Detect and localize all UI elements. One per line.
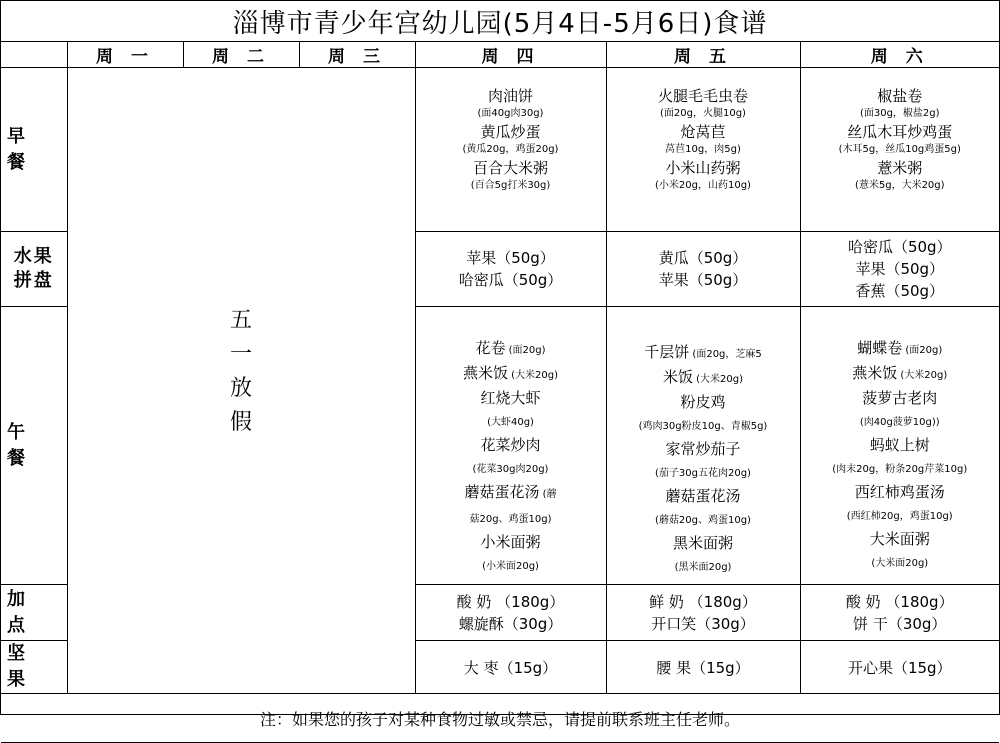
- dish-portion: (薏米5g，大米20g): [854, 180, 945, 191]
- dish-line: [418, 337, 604, 362]
- holiday-char: 放: [229, 376, 252, 401]
- dish-line: [418, 434, 604, 456]
- dish-name: 蘑菇蛋花汤: [665, 487, 741, 505]
- dish-portion: (鸡肉30g粉皮10g、青椒5g): [638, 421, 768, 432]
- meal-label-lunch: 午 餐: [1, 307, 67, 585]
- dish-line: [418, 531, 604, 553]
- day-header-thu: 周 四: [415, 42, 606, 68]
- dish-name: 西红柿鸡蛋汤: [854, 483, 945, 501]
- dish-line: [803, 503, 998, 528]
- dish-line: [803, 481, 998, 503]
- menu-table: [1, 1, 999, 743]
- dish-line: [609, 460, 798, 485]
- dish-name: 家常炒茄子: [665, 440, 741, 458]
- dish-line: [609, 413, 798, 438]
- dish-portion: (大米20g): [692, 374, 744, 385]
- menu-item: 哈密瓜（50g）: [847, 238, 952, 256]
- dish-line: [609, 366, 798, 391]
- dish-portion: (大米20g): [507, 370, 559, 381]
- snack-fri: [606, 585, 800, 641]
- dish-portion: (肉40g菠萝10g)): [859, 417, 940, 428]
- menu-item: 鲜 奶 （180g）: [649, 592, 757, 611]
- allergy-note: 注：如果您的孩子对某种食物过敏或禁忌，请提前联系班主任老师。: [1, 694, 999, 743]
- dish-line: [418, 456, 604, 481]
- menu-item: 饼 干（30g）: [853, 614, 947, 633]
- dish-line: [418, 506, 604, 531]
- corner-cell: [1, 42, 67, 68]
- snack-thu: [415, 585, 606, 641]
- dish-line: [803, 409, 998, 434]
- dish-name: 蝴蝶卷: [857, 339, 903, 357]
- dish-name: 大米面粥: [869, 530, 930, 548]
- dish-portion: (面20g): [505, 345, 546, 356]
- menu-item: 酸 奶 （180g）: [845, 592, 954, 611]
- nuts-thu: 大 枣（15g）: [415, 641, 606, 694]
- dish-portion: (面20g，芝麻5: [689, 349, 762, 360]
- meal-label-fruit-text: 水果拼盘: [13, 245, 54, 291]
- holiday-char: 假: [229, 410, 252, 435]
- dish-name: 菠萝古老肉: [862, 389, 938, 407]
- dish-line: [418, 387, 604, 409]
- dish-line: [609, 485, 798, 507]
- dish-name: 粉皮鸡: [680, 393, 726, 411]
- dish-portion: (百合5g打米30g): [470, 180, 551, 191]
- menu-item: 酸 奶 （180g）: [456, 592, 565, 611]
- snack-sat: [800, 585, 999, 641]
- dish-name: 千层饼: [644, 343, 690, 361]
- dish-line: [803, 550, 998, 575]
- dish-line: [803, 528, 998, 550]
- dish-portion: (肉末20g，粉条20g芹菜10g): [832, 464, 968, 475]
- dish-portion: (面40g肉30g): [477, 108, 544, 119]
- dish-portion: (木耳5g，丝瓜10g鸡蛋5g): [838, 144, 961, 155]
- dish-line: [418, 362, 604, 387]
- fruit-fri: [606, 232, 800, 307]
- dish-line: [609, 438, 798, 460]
- meal-label-breakfast: 早 餐: [1, 68, 67, 232]
- dish-portion: 莴苣10g，肉5g): [665, 144, 741, 155]
- menu-item: 苹果（50g）: [658, 271, 748, 289]
- dish-name: 蚂蚁上树: [869, 436, 930, 454]
- dish-portion: (小米面20g): [482, 561, 539, 572]
- page-title: 淄博市青少年宫幼儿园(5月4日-5月6日)食谱: [1, 1, 999, 42]
- dish-line: [803, 387, 998, 409]
- dish-name: 肉油饼: [487, 87, 533, 105]
- dish-portion: (蘑: [539, 489, 557, 500]
- day-header-fri: 周 五: [606, 42, 800, 68]
- dish-name: 红烧大虾: [480, 389, 541, 407]
- dish-line: [803, 337, 998, 362]
- dish-portion: (大米20g): [897, 370, 948, 381]
- dish-name: 薏米粥: [877, 159, 923, 177]
- dish-line: [609, 507, 798, 532]
- dish-name: 黑米面粥: [672, 534, 733, 552]
- nuts-fri: 腰 果（15g）: [606, 641, 800, 694]
- lunch-fri: [606, 307, 800, 585]
- dish-portion: (西红柿20g，鸡蛋10g): [846, 511, 953, 522]
- meal-label-snack: 加 点: [1, 585, 67, 641]
- nuts-sat: 开心果（15g）: [800, 641, 999, 694]
- dish-name: 花卷: [475, 339, 506, 357]
- dish-name: 小米山药粥: [665, 159, 741, 177]
- dish-portion: (黑米面20g): [674, 562, 732, 573]
- dish-portion: (面20g，火腿10g): [660, 108, 746, 119]
- menu-item: 螺旋酥（30g）: [458, 614, 563, 633]
- dish-portion: (蘑菇20g、鸡蛋10g): [655, 515, 751, 526]
- dish-line: [418, 409, 604, 434]
- dish-name: 百合大米粥: [472, 159, 548, 177]
- dish-name: 丝瓜木耳炒鸡蛋: [847, 123, 953, 141]
- dish-line: [418, 553, 604, 578]
- menu-item: 苹果（50g）: [855, 260, 945, 278]
- dish-name: 小米面粥: [480, 533, 541, 551]
- menu-item: 开口笑（30g）: [651, 614, 755, 633]
- dish-portion: (小米20g，山药10g): [655, 180, 751, 191]
- dish-portion: (面20g): [902, 345, 943, 356]
- day-header-wed: 周 三: [299, 42, 415, 68]
- dish-name: 椒盐卷: [877, 87, 923, 105]
- lunch-sat: [800, 307, 999, 585]
- day-header-sat: 周 六: [800, 42, 999, 68]
- dish-name: 炝莴苣: [680, 123, 726, 141]
- day-header-mon: 周 一: [67, 42, 183, 68]
- menu-item: 苹果（50g）: [466, 249, 555, 267]
- dish-name: 火腿毛毛虫卷: [657, 87, 748, 105]
- dish-name: 米饭: [662, 368, 693, 386]
- fruit-sat: [800, 232, 999, 307]
- dish-portion: (黄瓜20g，鸡蛋20g): [462, 144, 559, 155]
- dish-line: [418, 481, 604, 506]
- dish-portion: (茄子30g五花肉20g): [655, 468, 751, 479]
- dish-portion: (花菜30g肉20g): [472, 464, 549, 475]
- dish-name: 花菜炒肉: [480, 436, 541, 454]
- holiday-char: 五: [229, 308, 252, 333]
- dish-name: 燕米饭: [462, 364, 508, 382]
- dish-portion: (面30g，椒盐2g): [859, 108, 940, 119]
- breakfast-thu: [415, 68, 606, 232]
- breakfast-sat: [800, 68, 999, 232]
- dish-line: [803, 456, 998, 481]
- dish-line: [609, 532, 798, 554]
- dish-name: 黄瓜炒蛋: [480, 123, 541, 141]
- dish-portion: (大米面20g): [871, 558, 929, 569]
- dish-line: [803, 434, 998, 456]
- dish-line: [609, 554, 798, 579]
- dish-name: 燕米饭: [852, 364, 898, 382]
- dish-name: 蘑菇蛋花汤: [464, 483, 540, 501]
- fruit-thu: [415, 232, 606, 307]
- dish-portion: (大虾40g): [487, 417, 534, 428]
- day-header-tue: 周 二: [183, 42, 299, 68]
- menu-item: 哈密瓜（50g）: [458, 271, 563, 289]
- dish-line: [803, 362, 998, 387]
- breakfast-fri: [606, 68, 800, 232]
- meal-label-nuts: 坚 果: [1, 641, 67, 694]
- holiday-cell: [67, 68, 415, 694]
- dish-line: [609, 341, 798, 366]
- holiday-char: 一: [229, 342, 252, 367]
- dish-portion: 菇20g、鸡蛋10g): [469, 514, 552, 525]
- meal-label-fruit: [1, 232, 67, 307]
- menu-item: 香蕉（50g）: [855, 282, 945, 300]
- menu-item: 黄瓜（50g）: [658, 249, 748, 267]
- lunch-thu: [415, 307, 606, 585]
- dish-line: [609, 391, 798, 413]
